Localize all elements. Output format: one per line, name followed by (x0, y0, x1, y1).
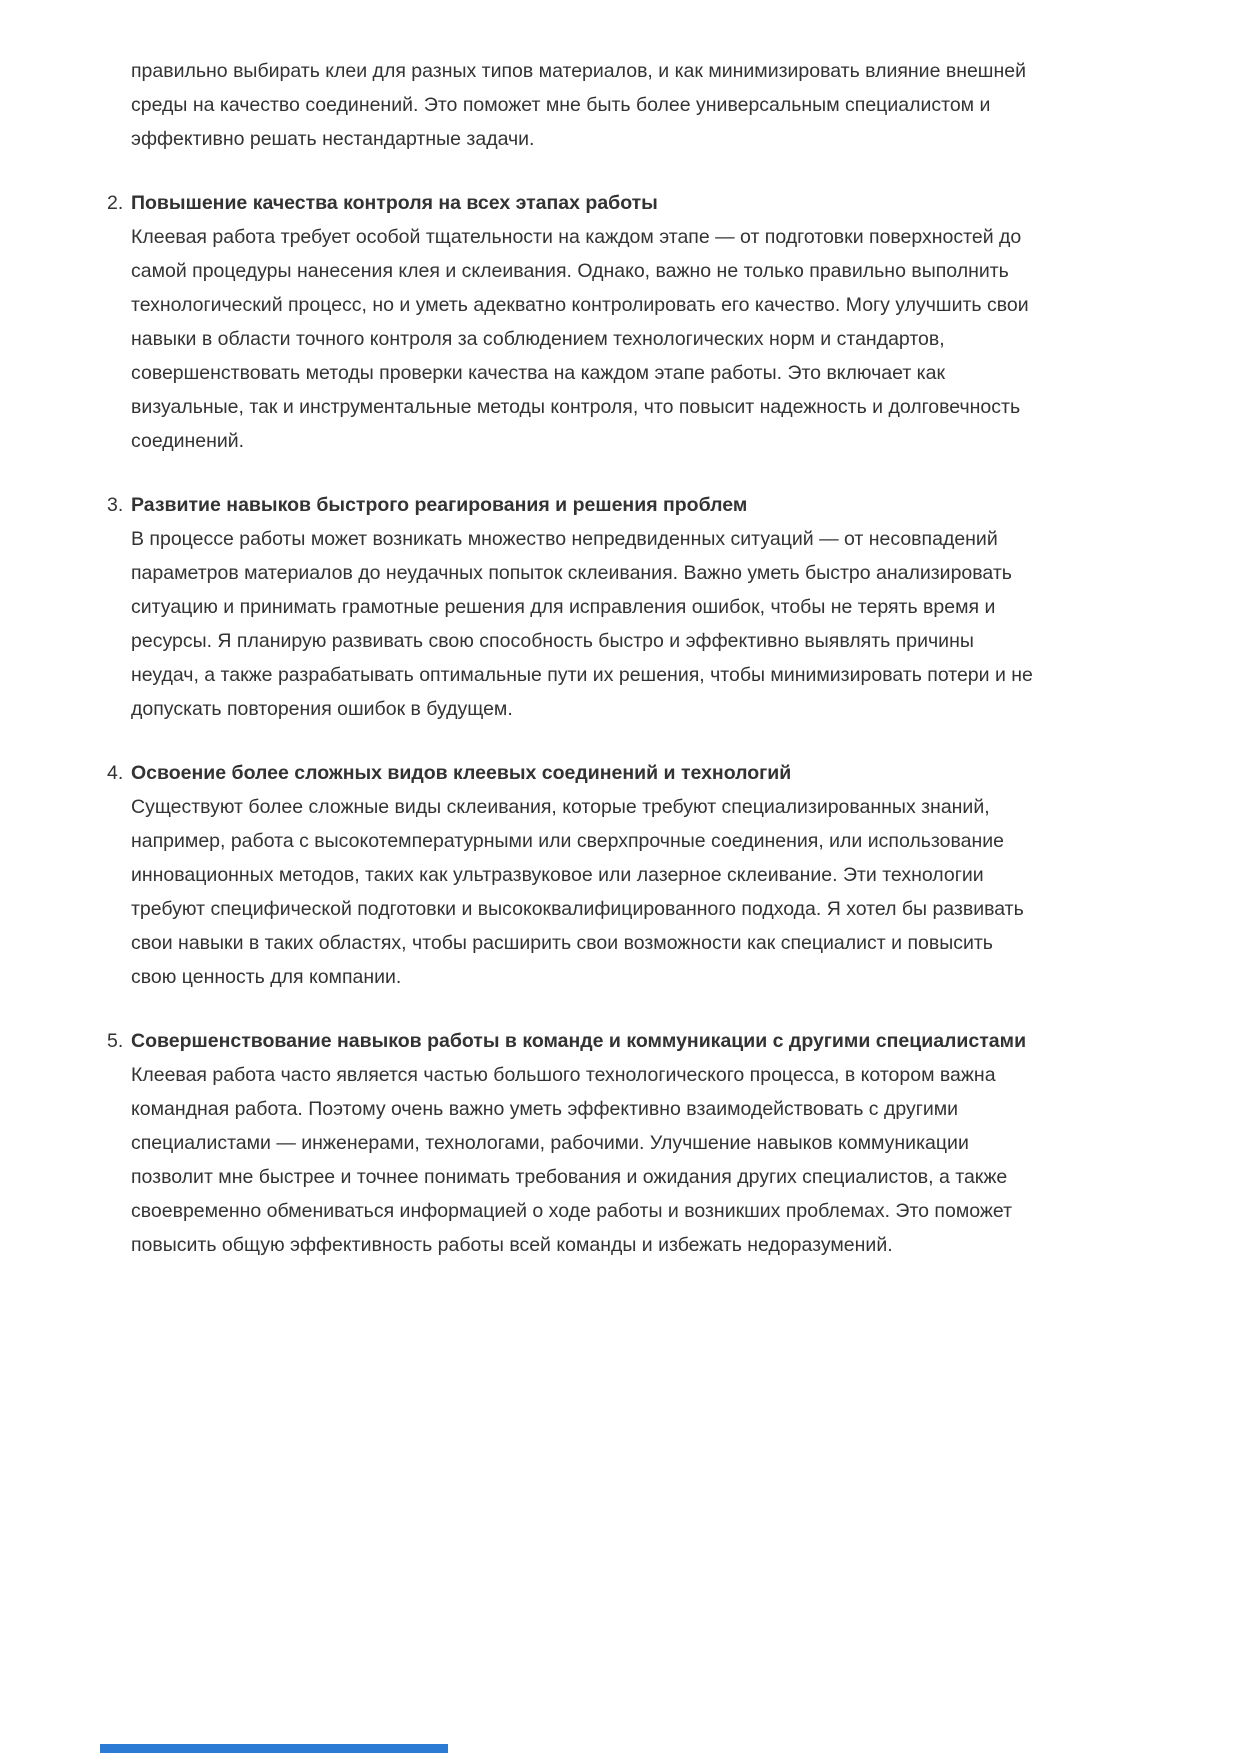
list-item-content (131, 756, 1035, 994)
list-item-body: Клеевая работа требует особой тщательности на каждом этапе — от подготовки поверхностей до самой процедуры нанесения клея и склеивания. Однако, важно не только правильно выполнить технологический процесс, но и уметь адекватно контролировать его качество. Могу улучшить свои навыки в области точного контроля за соблюдением технологических норм и стандартов, совершенствовать методы проверки качества на каждом этапе работы. Это включает как визуальные, так и инструментальные методы контроля, что повысит надежность и долговечность соединений. (131, 226, 1029, 452)
list-item-title: Освоение более сложных видов клеевых соединений и технологий (131, 762, 792, 784)
intro-continuation-paragraph: правильно выбирать клеи для разных типов материалов, и как минимизировать влияние внешней среды на качество соединений. Это поможет мне быть более универсальным специалистом и эффективно решать нестандартные задачи. (131, 60, 1026, 150)
document-content (107, 54, 1035, 1292)
list-item-number: 3. (107, 494, 124, 516)
list-item (107, 488, 1035, 726)
list-item-number: 4. (107, 762, 124, 784)
list-item (107, 1024, 1035, 1262)
partial-blue-element (100, 1744, 448, 1753)
list-item-number: 2. (107, 192, 124, 214)
list-item-title: Повышение качества контроля на всех этапах работы (131, 192, 658, 214)
list-item-number: 5. (107, 1030, 124, 1052)
list-item-content (131, 488, 1035, 726)
list-item-body: В процессе работы может возникать множество непредвиденных ситуаций — от несовпадений параметров материалов до неудачных попыток склеивания. Важно уметь быстро анализировать ситуацию и принимать грамотные решения для исправления ошибок, чтобы не терять время и ресурсы. Я планирую развивать свою способность быстро и эффективно выявлять причины неудач, а также разрабатывать оптимальные пути их решения, чтобы минимизировать потери и не допускать повторения ошибок в будущем. (131, 528, 1033, 720)
list-item (107, 756, 1035, 994)
list-item-body: Существуют более сложные виды склеивания, которые требуют специализированных знаний, например, работа с высокотемпературными или сверхпрочные соединения, или использование инновационных методов, таких как ультразвуковое или лазерное склеивание. Эти технологии требуют специфической подготовки и высококвалифицированного подхода. Я хотел бы развивать свои навыки в таких областях, чтобы расширить свои возможности как специалист и повысить свою ценность для компании. (131, 796, 1024, 988)
list-item-title: Развитие навыков быстрого реагирования и решения проблем (131, 494, 748, 516)
list-item-body: Клеевая работа часто является частью большого технологического процесса, в котором важна командная работа. Поэтому очень важно уметь эффективно взаимодействовать с другими специалистами — инженерами, технологами, рабочими. Улучшение навыков коммуникации позволит мне быстрее и точнее понимать требования и ожидания других специалистов, а также своевременно обмениваться информацией о ходе работы и возникших проблемах. Это поможет повысить общую эффективность работы всей команды и избежать недоразумений. (131, 1064, 1013, 1256)
list-item-title: Совершенствование навыков работы в команде и коммуникации с другими специалистами (131, 1030, 1027, 1052)
list-item (107, 186, 1035, 458)
list-item-content (131, 1024, 1035, 1262)
list-item-content (131, 186, 1035, 458)
